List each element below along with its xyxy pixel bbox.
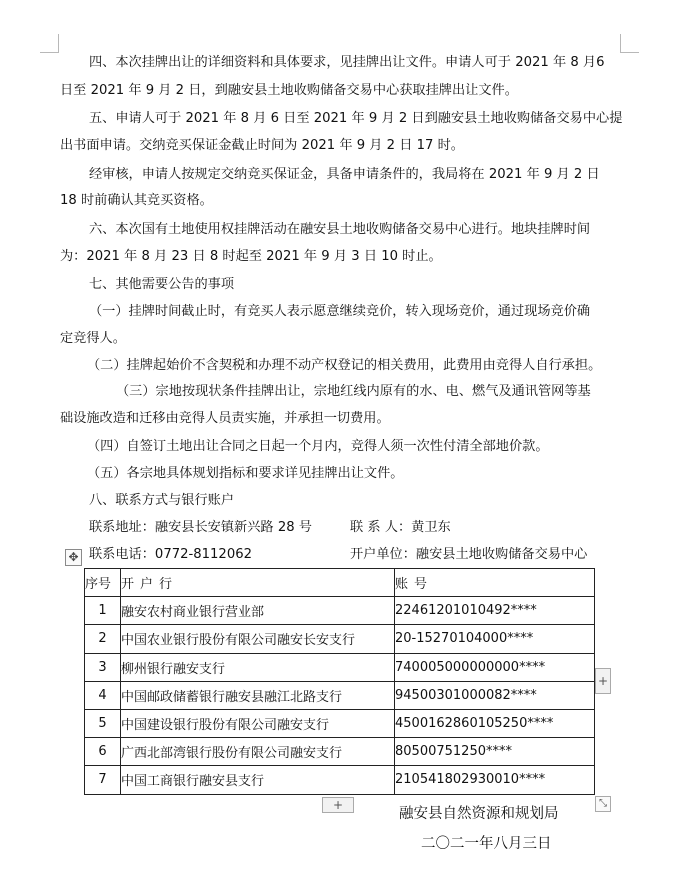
item-7-5: （五）各宗地具体规划指标和要求详见挂牌出让文件。 (87, 466, 404, 481)
review-paragraph-line-1: 经审核，申请人按规定交纳竞买保证金，具备申请条件的，我局将在 2021 年 9 月 2 日 (89, 167, 600, 182)
table-row (85, 625, 595, 653)
row-account-number: 740005000000000**** (395, 653, 595, 681)
contact-phone: 联系电话：0772-8112062 (89, 547, 252, 562)
row-serial-no: 6 (85, 738, 121, 766)
account-unit: 开户单位：融安县土地收购储备交易中心 (350, 547, 588, 562)
table-row (85, 597, 595, 625)
add-row-button[interactable]: + (322, 797, 354, 813)
row-serial-no: 3 (85, 653, 121, 681)
paragraph-6-line-1: 六、本次国有土地使用权挂牌活动在融安县土地收购储备交易中心进行。地块挂牌时间 (89, 222, 591, 237)
header-account: 账号 (395, 569, 595, 597)
row-bank-name: 中国建设银行股份有限公司融安支行 (121, 709, 395, 737)
row-bank-name: 中国农业银行股份有限公司融安长安支行 (121, 625, 395, 653)
row-bank-name: 融安农村商业银行营业部 (121, 597, 395, 625)
row-account-number: 22461201010492**** (395, 597, 595, 625)
page-margin-corner-top-left (40, 34, 59, 53)
header-serial-no: 序号 (85, 569, 121, 597)
row-account-number: 4500162860105250**** (395, 709, 595, 737)
paragraph-5-line-2: 出书面申请。交纳竞买保证金截止时间为 2021 年 9 月 2 日 17 时。 (60, 138, 464, 153)
table-row (85, 738, 595, 766)
table-row (85, 653, 595, 681)
item-7-3-line-2: 础设施改造和迁移由竞得人员责实施，并承担一切费用。 (60, 411, 390, 426)
item-7-2: （二）挂牌起始价不含契税和办理不动产权登记的相关费用，此费用由竞得人自行承担。 (87, 358, 602, 373)
item-7-1-line-2: 定竞得人。 (60, 331, 126, 346)
row-serial-no: 2 (85, 625, 121, 653)
header-bank: 开户行 (121, 569, 395, 597)
paragraph-6-line-2: 为：2021 年 8 月 23 日 8 时起至 2021 年 9 月 3 日 10 时止。 (60, 249, 442, 264)
issuing-organization: 融安县自然资源和规划局 (399, 806, 559, 822)
item-7-1-line-1: （一）挂牌时间截止时，有竞买人表示愿意继续竞价，转入现场竞价，通过现场竞价确 (89, 304, 591, 319)
section-8-heading: 八、联系方式与银行账户 (89, 493, 235, 508)
row-bank-name: 中国邮政储蓄银行融安县融江北路支行 (121, 681, 395, 709)
contact-person: 联 系 人：黄卫东 (350, 520, 451, 535)
row-bank-name: 广西北部湾银行股份有限公司融安支行 (121, 738, 395, 766)
issue-date: 二〇二一年八月三日 (421, 836, 552, 852)
row-account-number: 20-15270104000**** (395, 625, 595, 653)
table-resize-handle-icon[interactable]: ⤡ (595, 796, 611, 812)
row-account-number: 210541802930010**** (395, 766, 595, 794)
item-7-3-line-1: （三）宗地按现状条件挂牌出让，宗地红线内原有的水、电、燃气及通讯管网等基 (116, 384, 591, 399)
row-serial-no: 1 (85, 597, 121, 625)
paragraph-5-line-1: 五、申请人可于 2021 年 8 月 6 日至 2021 年 9 月 2 日到融安县土地收购储备交易中心提 (89, 111, 623, 126)
row-bank-name: 中国工商银行融安县支行 (121, 766, 395, 794)
row-bank-name: 柳州银行融安支行 (121, 653, 395, 681)
contact-address: 联系地址：融安县长安镇新兴路 28 号 (89, 520, 312, 535)
row-serial-no: 4 (85, 681, 121, 709)
table-row (85, 709, 595, 737)
row-serial-no: 7 (85, 766, 121, 794)
bank-accounts-table (84, 568, 595, 795)
page-margin-corner-top-right (620, 34, 639, 53)
table-header-row (85, 569, 595, 597)
row-account-number: 80500751250**** (395, 738, 595, 766)
item-7-4: （四）自签订土地出让合同之日起一个月内，竞得人须一次性付清全部地价款。 (87, 439, 549, 454)
row-serial-no: 5 (85, 709, 121, 737)
row-account-number: 94500301000082**** (395, 681, 595, 709)
paragraph-4-line-1: 四、本次挂牌出让的详细资料和具体要求，见挂牌出让文件。申请人可于 2021 年 8 月6 (89, 55, 605, 70)
review-paragraph-line-2: 18 时前确认其竞买资格。 (60, 193, 213, 208)
table-row (85, 766, 595, 794)
table-row (85, 681, 595, 709)
paragraph-4-line-2: 日至 2021 年 9 月 2 日，到融安县土地收购储备交易中心获取挂牌出让文件。 (60, 83, 518, 98)
add-column-button[interactable]: + (595, 668, 611, 694)
section-7-heading: 七、其他需要公告的事项 (89, 277, 235, 292)
table-move-handle-icon[interactable]: ✥ (65, 549, 82, 566)
